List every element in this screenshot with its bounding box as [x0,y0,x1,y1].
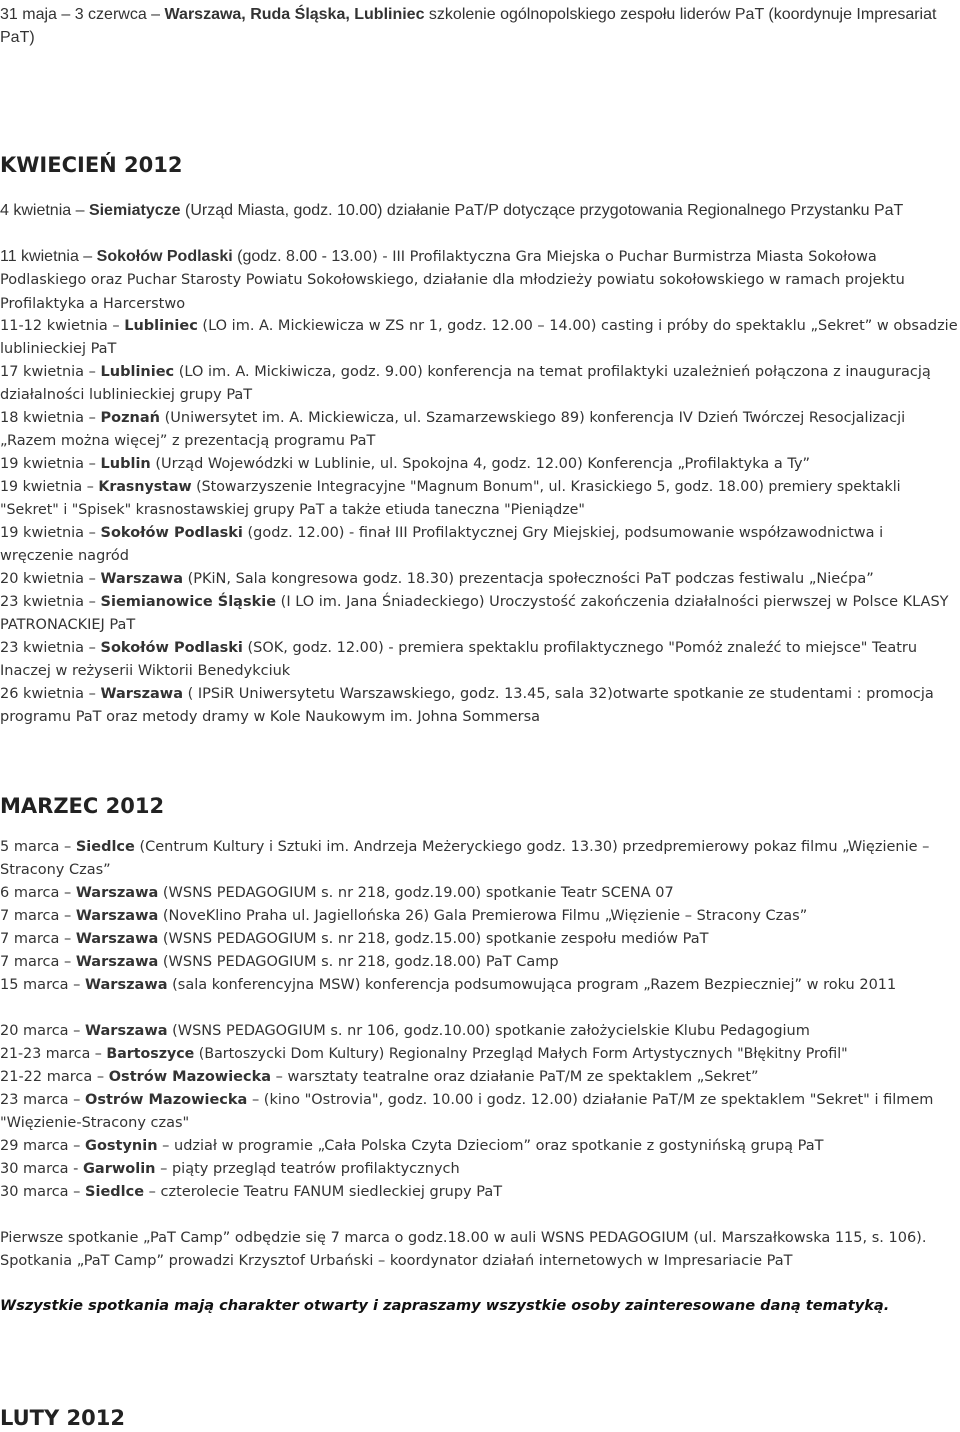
entry-place: Lublin [100,456,151,472]
entry-place: Warszawa [85,977,168,993]
entry-kwiecien-26: 26 kwietnia – Warszawa ( IPSiR Uniwersytetu Warszawskiego, godz. 13.45, sala 32)otwarte spotkanie ze studentami : promocja programu PaT oraz metody dramy w Kole Naukowym im. Johna Sommersa [0,686,934,726]
entry-marzec-6: 6 marca – Warszawa (WSNS PEDAGOGIUM s. nr 218, godz.19.00) spotkanie Teatr SCENA 07 [0,885,674,901]
entry-place: Warszawa [75,908,159,924]
entry-kwiecien-19-lublin: 19 kwietnia – Lublin (Urząd Wojewódzki w Lublinie, ul. Spokojna 4, godz. 12.00) Konferencja „Profilaktyka a Ty” [0,456,811,472]
entry-marzec-30-siedlce: 30 marca – Siedlce – czterolecie Teatru FANUM siedleckiej grupy PaT [0,1184,503,1200]
entry-marzec-21-22: 21-22 marca – Ostrów Mazowiecka – warsztaty teatralne oraz działanie PaT/M ze spektaklem „Sekret” [0,1069,759,1085]
entry-marzec-7-camp: 7 marca – Warszawa (WSNS PEDAGOGIUM s. nr 218, godz.18.00) PaT Camp [0,954,559,970]
entry-marzec-21-23: 21-23 marca – Bartoszyce (Bartoszycki Dom Kultury) Regionalny Przegląd Małych Form Artystycznych "Błękitny Profil" [0,1046,848,1062]
entry-marzec-29: 29 marca – Gostynin – udział w programie „Cała Polska Czyta Dzieciom” oraz spotkanie z gostynińską grupą PaT [0,1138,824,1154]
entry-place: Sokołów Podlaski [100,525,243,541]
open-meetings-note: Wszystkie spotkania mają charakter otwarty i zapraszamy wszystkie osoby zainteresowane daną tematyką. [0,1297,890,1314]
entry-place: Lubliniec [100,364,175,380]
entry-kwiecien-23-siemianowice: 23 kwietnia – Siemianowice Śląskie (I LO im. Jana Śniadeckiego) Uroczystość zakończenia działalności pierwszej w Polsce KLASY PATRONACKIEJ PaT [0,594,949,634]
entry-place: Ostrów Mazowiecka [85,1092,248,1108]
entry-place: Krasnystaw [98,479,192,495]
entry-marzec-7-media: 7 marca – Warszawa (WSNS PEDAGOGIUM s. nr 218, godz.15.00) spotkanie zespołu mediów PaT [0,931,709,947]
entry-place: Warszawa [75,885,159,901]
entry-place: Sokołów Podlaski [96,248,233,265]
entry-place: Bartoszyce [106,1046,195,1062]
entry-place: Poznań [100,410,160,426]
entry-place: Siemianowice Śląskie [100,594,277,610]
entry-kwiecien-23-sokolow: 23 kwietnia – Sokołów Podlaski (SOK, godz. 12.00) - premiera spektaklu profilaktycznego "Pomóż znaleźć to miejsce" Teatru Inaczej w reżyserii Wiktorii Benedykciuk [0,640,918,680]
entry-kwiecien-11: 11 kwietnia – Sokołów Podlaski (godz. 8.00 - 13.00) - III Profilaktyczna Gra Miejska o Puchar Burmistrza Miasta Sokołowa Podlaskiego oraz Puchar Starosty Powiatu Sokołowskiego, działanie dla młodzieży powiatu sokołowskiego w ramach projektu Profilaktyka a Harcerstwo [0,248,905,312]
camp-note: Pierwsze spotkanie „PaT Camp” odbędzie się 7 marca o godz.18.00 w auli WSNS PEDAGOGIUM (ul. Marszałkowska 115, s. 106). Spotkania „PaT Camp” prowadzi Krzysztof Urbański – koordynator działań internetowych w Impresariacie PaT [0,1230,927,1270]
entry-place: Siedlce [85,1184,145,1200]
entry-place: Sokołów Podlaski [100,640,243,656]
entry-top: 31 maja – 3 czerwca – Warszawa, Ruda Śląska, Lubliniec szkolenie ogólnopolskiego zespołu liderów PaT (koordynuje Impresariat PaT) [0,6,937,47]
entry-place: Lubliniec [124,318,198,334]
entry-place: Warszawa [75,954,159,970]
entry-place: Warszawa [75,931,159,947]
entry-kwiecien-19-sokolow: 19 kwietnia – Sokołów Podlaski (godz. 12.00) - finał III Profilaktycznej Gry Miejskiej, podsumowanie współzawodnictwa i wręczenie nagród [0,525,884,565]
entry-marzec-23: 23 marca – Ostrów Mazowiecka – (kino "Ostrovia", godz. 10.00 i godz. 12.00) działanie PaT/M ze spektaklem "Sekret" i filmem "Więzienie-Stracony czas" [0,1092,934,1132]
entry-kwiecien-17: 17 kwietnia – Lubliniec (LO im. A. Mickiwicza, godz. 9.00) konferencja na temat profilaktyki uzależnień połączona z inauguracją działalności lublinieckiej grupy PaT [0,364,931,404]
entry-kwiecien-18: 18 kwietnia – Poznań (Uniwersytet im. A. Mickiewicza, ul. Szamarzewskiego 89) konferencja IV Dzień Twórczej Resocjalizacji „Razem można więcej” z prezentacją programu PaT [0,410,906,450]
entry-marzec-7-gala: 7 marca – Warszawa (NoveKlino Praha ul. Jagiellońska 26) Gala Premierowa Filmu „Więzienie – Stracony Czas” [0,908,808,924]
heading-luty: LUTY 2012 [0,1406,125,1430]
entry-marzec-20: 20 marca – Warszawa (WSNS PEDAGOGIUM s. nr 106, godz.10.00) spotkanie założycielskie Klubu Pedagogium [0,1023,810,1039]
entry-place: Warszawa [85,1023,168,1039]
entry-kwiecien-20: 20 kwietnia – Warszawa (PKiN, Sala kongresowa godz. 18.30) prezentacja społeczności PaT podczas festiwalu „Niećpa” [0,571,874,587]
heading-marzec: MARZEC 2012 [0,794,165,818]
entry-place: Gostynin [85,1138,158,1154]
entry-kwiecien-11-12: 11-12 kwietnia – Lubliniec (LO im. A. Mickiewicza w ZS nr 1, godz. 12.00 – 14.00) casting i próby do spektaklu „Sekret” w obsadzie lublinieckiej PaT [0,318,958,358]
entry-place: Warszawa [100,571,183,587]
entry-place: Warszawa [100,686,183,702]
entry-place: Siemiatycze [88,202,181,219]
entry-place: Warszawa, Ruda Śląska, Lubliniec [164,6,425,23]
entry-marzec-30-garwolin: 30 marca - Garwolin – piąty przegląd teatrów profilaktycznych [0,1161,460,1177]
entry-marzec-15: 15 marca – Warszawa (sala konferencyjna MSW) konferencja podsumowująca program „Razem Bezpieczniej” w roku 2011 [0,977,897,993]
entry-kwiecien-19-krasnystaw: 19 kwietnia – Krasnystaw (Stowarzyszenie Integracyjne "Magnum Bonum", ul. Krasickiego 5, godz. 18.00) premiery spektakli "Sekret" i "Spisek" krasnostawskiej grupy PaT a także etiuda taneczna "Pieniądze" [0,479,901,519]
entry-kwiecien-4: 4 kwietnia – Siemiatycze (Urząd Miasta, godz. 10.00) działanie PaT/P dotyczące przygotowania Regionalnego Przystanku PaT [0,202,904,219]
entry-place: Ostrów Mazowiecka [108,1069,272,1085]
entry-marzec-5: 5 marca – Siedlce (Centrum Kultury i Sztuki im. Andrzeja Meżeryckiego godz. 13.30) przedpremierowy pokaz filmu „Więzienie – Stracony Czas” [0,839,930,879]
entry-place: Garwolin [83,1161,156,1177]
heading-kwiecien: KWIECIEŃ 2012 [0,153,183,177]
entry-place: Siedlce [75,839,135,855]
